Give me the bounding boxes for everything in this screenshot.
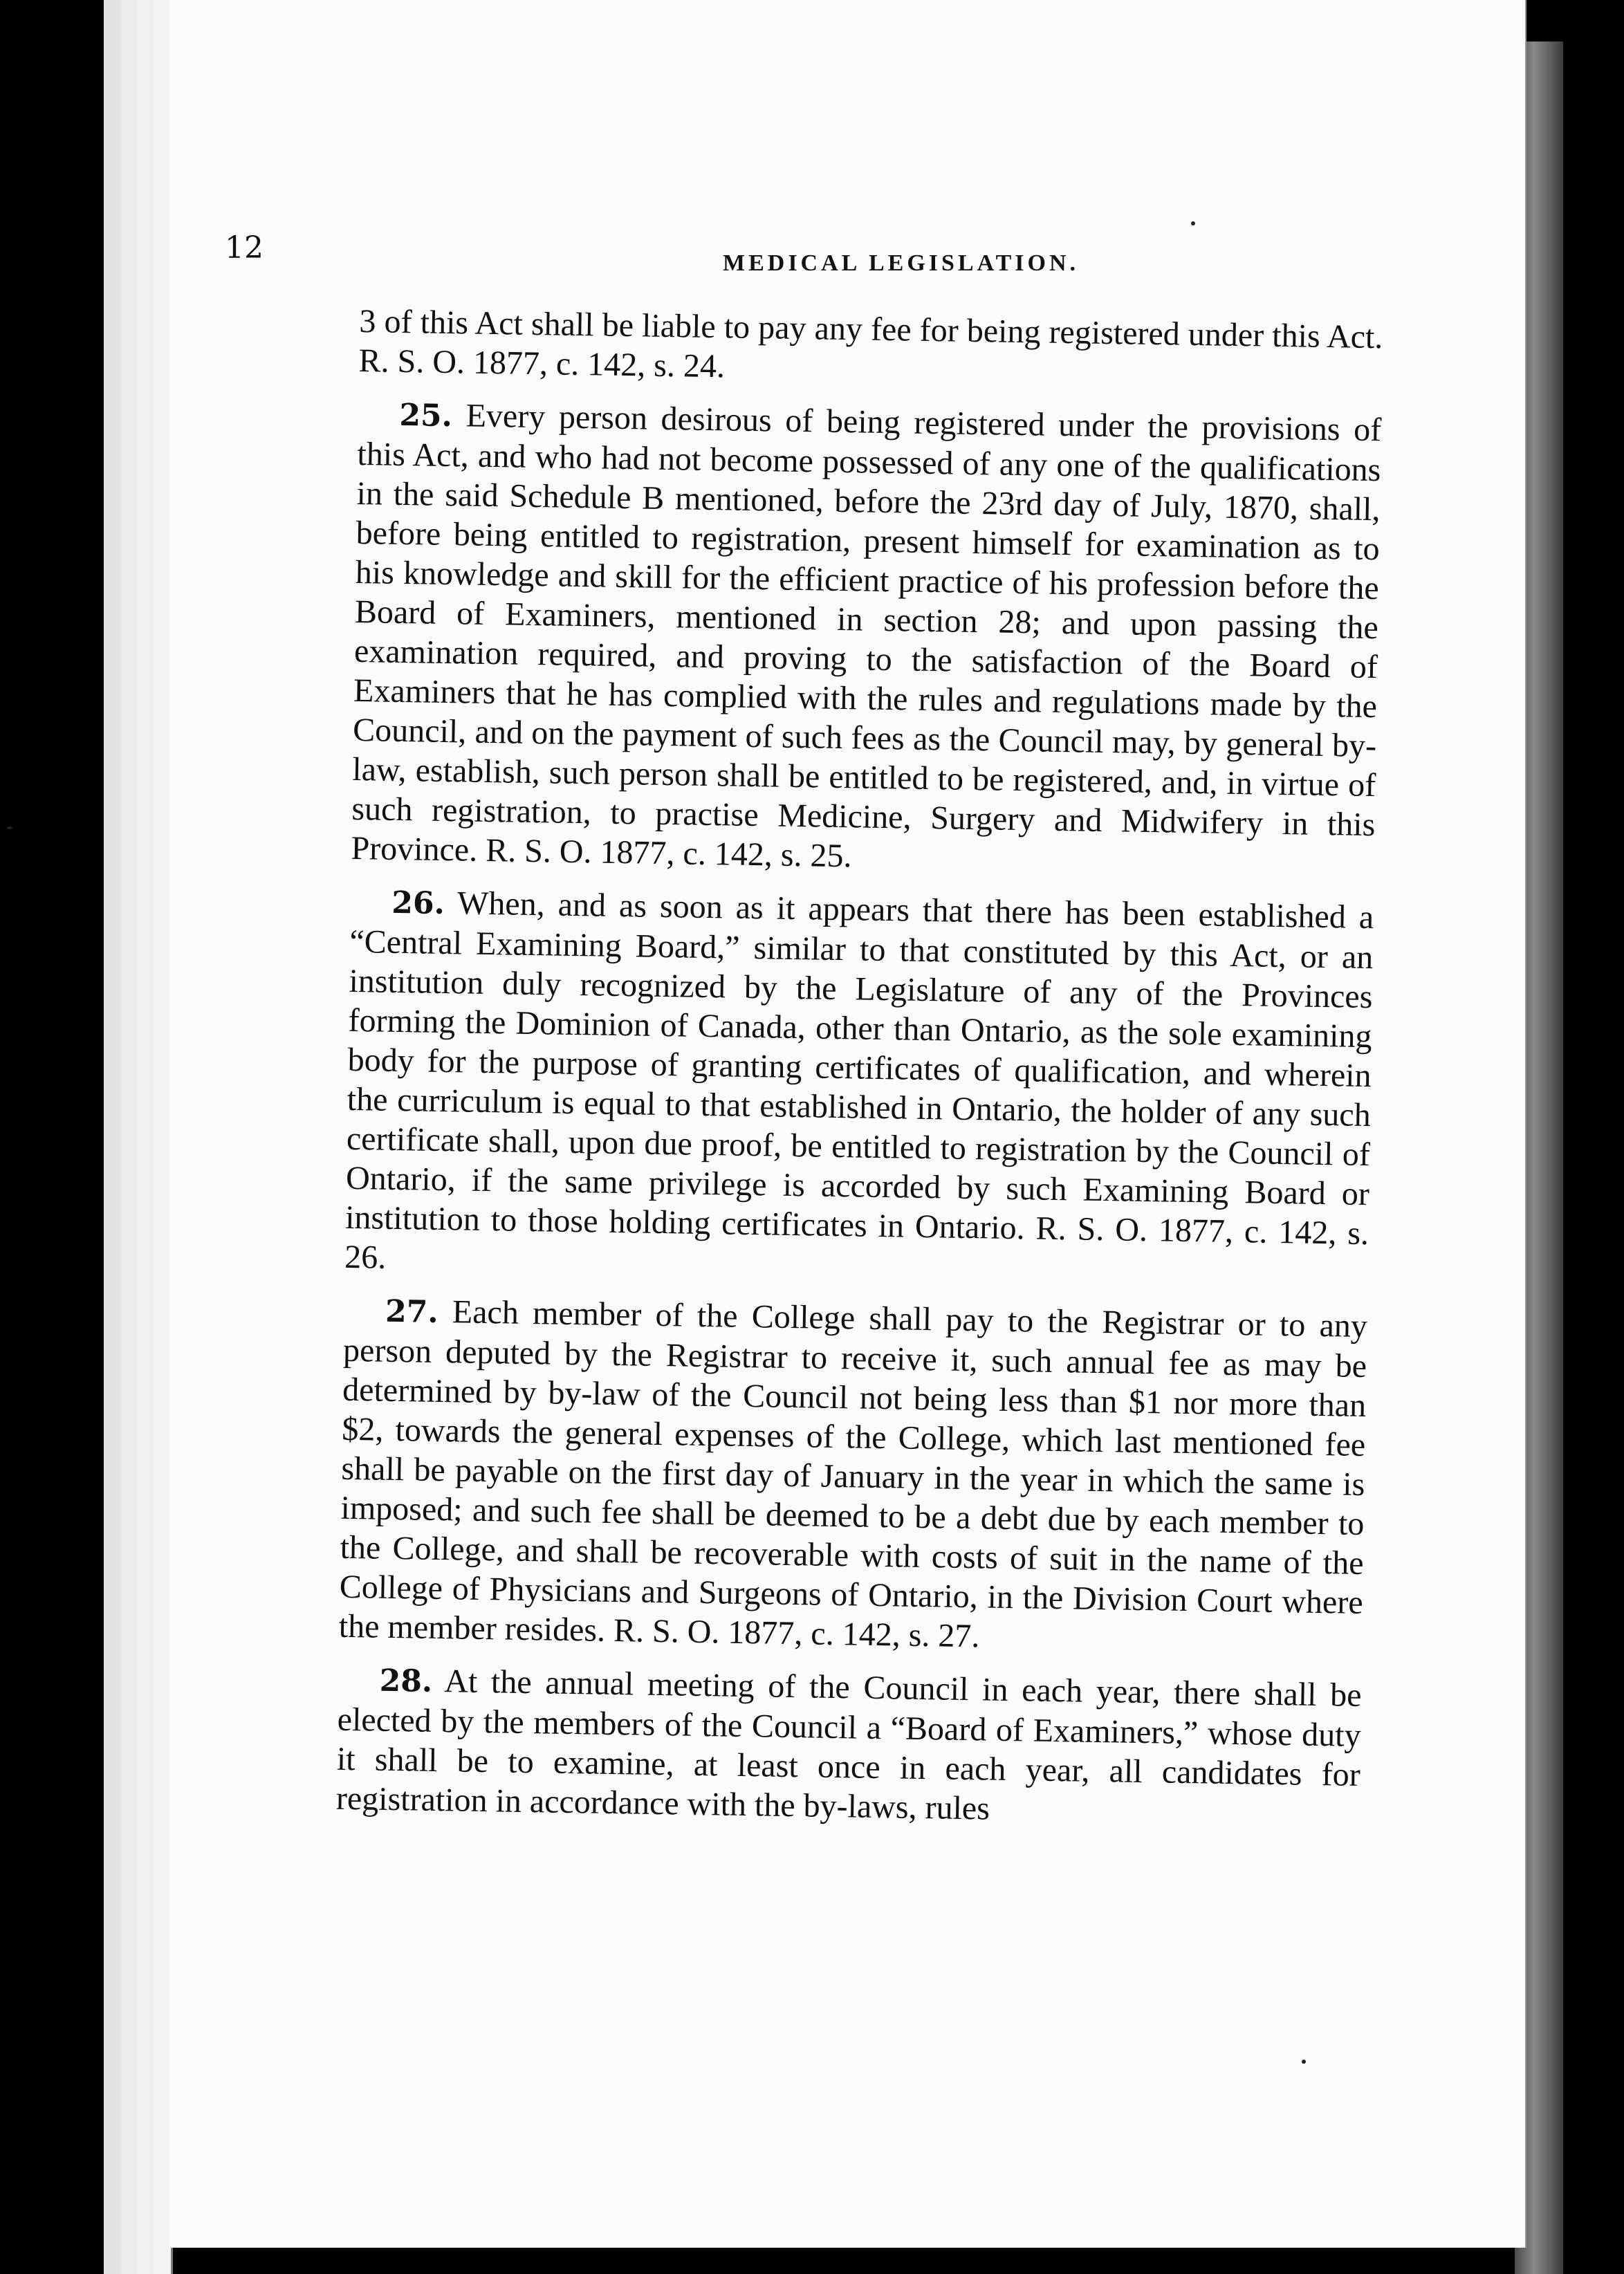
- scan-speck: [1191, 221, 1195, 225]
- paragraph-text: At the annual meeting of the Council in each year, there shall be elected by the members of the Council a “Board of Examiners,” whose duty it shall be to examine, at least once in each year, all candidates for registration in accordance with the by-laws, rules: [335, 1663, 1362, 1827]
- paragraph-continued: [358, 302, 1383, 396]
- section-number: 28.: [379, 1663, 433, 1699]
- paragraph-text: When, and as soon as it appears that there has been established a “Central Examining Board,” similar to that constituted by this Act, or an institution duly recognized by the Legislature of any of the Provinces forming the Dominion of Canada, other than Ontario, as the sole examining body for the purpose of granting certificates of qualification, and wherein the curriculum is equal to that established in Ontario, the holder of any such certificate shall, upon due proof, be entitled to registration by the Council of Ontario, if the same privilege is accorded by such Examining Board or institution to those holding certificates in Ontario. R. S. O. 1877, c. 142, s. 26.: [344, 885, 1374, 1276]
- page-number: 12: [225, 230, 264, 266]
- paragraph-text: 3 of this Act shall be liable to pay any fee for being registered under this Act. R. S. O. 1877, c. 142, s. 24.: [358, 302, 1383, 385]
- running-head: MEDICAL LEGISLATION.: [723, 250, 1080, 276]
- section-27: [338, 1291, 1367, 1662]
- section-26: [344, 882, 1374, 1293]
- section-number: 26.: [391, 885, 445, 922]
- section-28: [336, 1660, 1362, 1834]
- section-number: 25.: [399, 397, 453, 434]
- paragraph-text: Each member of the College shall pay to the Registrar or to any person deputed by the Registrar to receive it, such annual fee as may be determined by by-law of the Council not being less than $1 nor more than $2, towards the general expenses of the College, which last mentioned fee shall be payable on the first day of January in the year in which the same is imposed; and such fee shall be deemed to be a debt due by each member to the College, and shall be recoverable with costs of suit in the name of the College of Physicians and Surgeons of Ontario, in the Division Court where the member resides. R. S. O. 1877, c. 142, s. 27.: [338, 1293, 1368, 1655]
- scan-speck: [1302, 2060, 1306, 2064]
- section-25: [351, 394, 1382, 884]
- page-body: [335, 302, 1383, 1848]
- paragraph-text: Every person desirous of being registered under the provisions of this Act, and who had not become possessed of any one of the qualifications in the said Schedule B mentioned, before the 23rd day of July, 1870, shall, before being entitled to registration, present himself for examination as to his knowledge and skill for the efficient practice of his profession before the Board of Examiners, mentioned in section 28; and upon passing the examination required, and proving to the satisfaction of the Board of Examiners that he has complied with the rules and regulations made by the Council, and on the payment of such fees as the Council may, by general by-law, establish, such person shall be entitled to be registered, and, in virtue of such registration, to practise Medicine, Surgery and Midwifery in this Province. R. S. O. 1877, c. 142, s. 25.: [351, 397, 1382, 875]
- section-number: 27.: [385, 1293, 439, 1330]
- scan-speck: [7, 826, 12, 829]
